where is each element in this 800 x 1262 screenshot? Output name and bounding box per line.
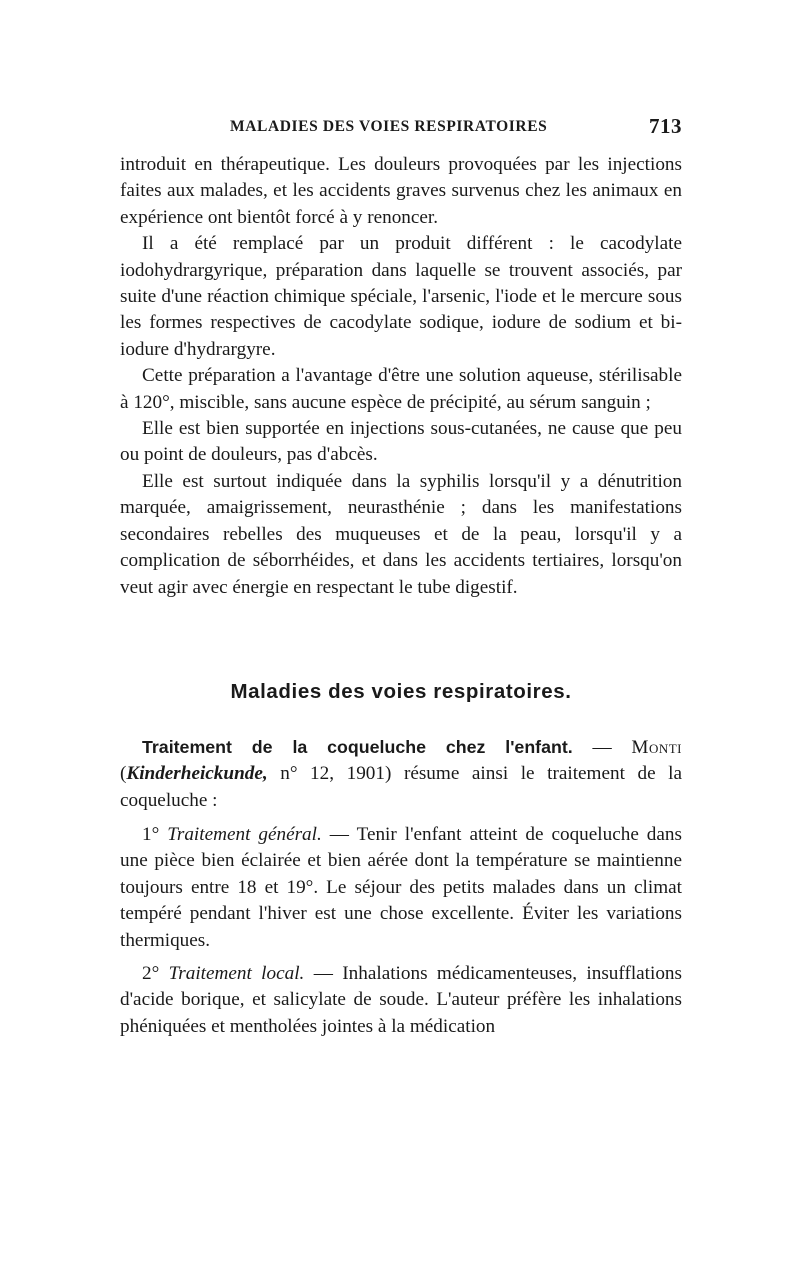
item-number: 1° <box>142 824 168 845</box>
article-title: Traitement de la coqueluche chez l'enfant. <box>142 737 573 757</box>
running-title: MALADIES DES VOIES RESPIRATOIRES <box>230 118 548 135</box>
treatment-item-1 <box>120 822 682 954</box>
paragraph: Elle est surtout indiquée dans la syphilis lorsqu'il y a dénutrition marquée, amaigrissement, neurasthénie ; dans les manifestations secondaires rebelles des muqueuses et de la peau, lorsqu'il y a complication de séborrhéides, et dans les accidents tertiaires, lorsqu'on veut agir avec énergie en respectant le tube digestif. <box>120 470 682 598</box>
source-detail: n° 12, 1901) <box>267 763 392 785</box>
item-number: 2° <box>142 963 169 984</box>
section-heading: Maladies des voies respiratoires. <box>230 680 572 703</box>
article-author: Monti <box>631 737 682 758</box>
article-intro <box>120 734 682 814</box>
paragraph: Elle est bien supportée en injections sous-cutanées, ne cause que peu ou point de douleurs, pas d'abcès. <box>120 418 682 466</box>
article-source: Kinderheickunde, <box>126 763 268 785</box>
treatment-item-2 <box>120 961 682 1040</box>
paragraph: Cette préparation a l'avantage d'être une solution aqueuse, stérilisable à 120°, miscible, sans aucune espèce de précipité, au sérum sanguin ; <box>120 365 682 413</box>
running-head <box>120 116 682 140</box>
article-rest: résume ainsi le traitement de la coqueluche : <box>120 763 682 811</box>
page-number: 713 <box>649 114 682 138</box>
article-dash: — <box>572 737 632 758</box>
item-paragraph <box>120 961 682 1040</box>
paragraph: introduit en thérapeutique. Les douleurs provoquées par les injections faites aux malades, et les accidents graves survenus chez les animaux en expérience ont bientôt forcé à y renoncer. <box>120 154 682 228</box>
item-text: — Tenir l'enfant atteint de coqueluche dans une pièce bien éclairée et bien aérée dont la température se maintienne toujours entre 18 et 19°. Le séjour des petits malades dans un climat tempéré pendant l'hiver est une chose excellente. Éviter les variations thermiques. <box>120 824 682 951</box>
item-heading: Traitement local. <box>168 963 305 984</box>
item-heading: Traitement général. <box>167 824 322 845</box>
body-text-top <box>120 152 682 601</box>
article-paragraph <box>120 734 682 814</box>
source-open: ( <box>120 763 127 785</box>
paragraph: Il a été remplacé par un produit différent : le cacodylate iodohydrargyrique, préparation dans laquelle se trouvent associés, par suite d'une réaction chimique spéciale, l'arsenic, l'iode et le mercure sous les formes respectives de cacodylate sodique, iodure de sodium et bi-iodure d'hydrargyre. <box>120 233 682 360</box>
item-paragraph <box>120 822 682 954</box>
item-text: — Inhalations médicamenteuses, insufflations d'acide borique, et salicylate de soude. L'auteur préfère les inhalations phéniquées et mentholées jointes à la médication <box>120 963 682 1037</box>
